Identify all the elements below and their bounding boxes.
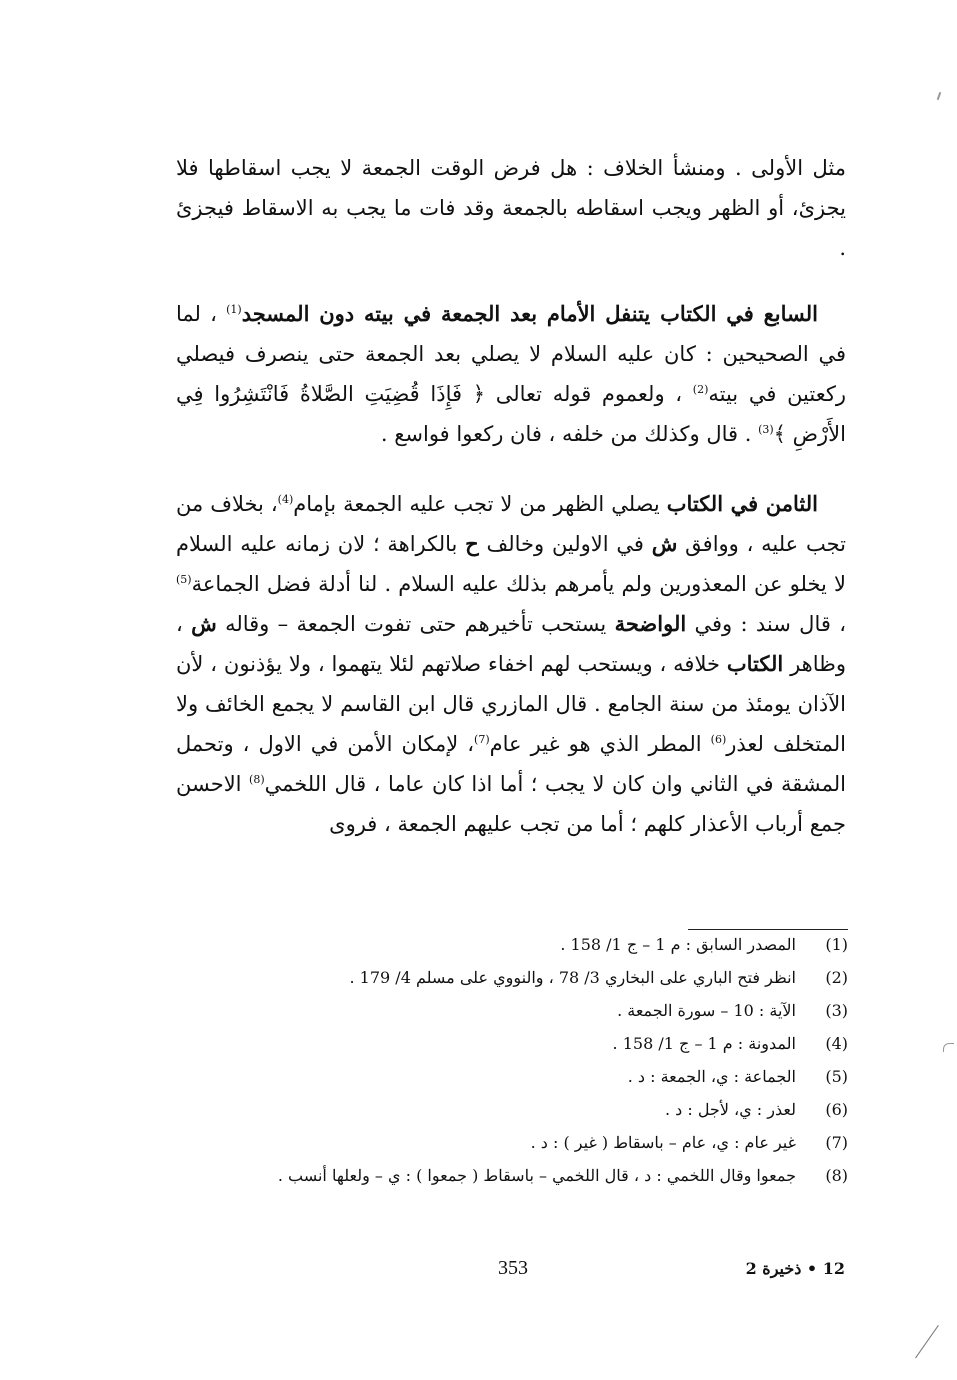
footnote-number: (3) <box>825 1001 848 1020</box>
page-number: 353 <box>498 1257 528 1279</box>
footnote-text: انظر فتح الباري على البخاري 3/ 78 ، والنووي على مسلم 4/ 179 . <box>349 968 796 987</box>
paragraph-continuation <box>176 148 846 268</box>
paragraph-text: ، قال سند : وفي <box>694 612 846 636</box>
book-title-kitab: الكتاب <box>726 651 784 676</box>
footnote-ref: (6) <box>710 733 727 746</box>
abbrev-shafii: ش <box>651 531 678 556</box>
footnote-text: المصدر السابق : م 1 – ج 1/ 158 . <box>560 935 796 954</box>
footnote-text: الآية : 10 – سورة الجمعة . <box>617 1001 796 1020</box>
footnote-ref: (3) <box>758 423 774 436</box>
paragraph-text: ، وظاهر <box>176 612 846 676</box>
paragraph-text: . قال وكذلك من خلفه ، فان ركعوا فواسع . <box>380 422 752 446</box>
paragraph-eighth <box>176 484 846 844</box>
footnote-item <box>176 1060 848 1093</box>
main-text <box>176 148 846 874</box>
section-heading-seventh: السابع في الكتاب يتنفل الأمام بعد الجمعة في بيته دون المسجد <box>241 301 819 326</box>
paragraph-text: يستحب تأخيرهم حتى تفوت الجمعة – وقاله <box>225 612 607 636</box>
footnote-number: (2) <box>825 968 848 987</box>
footnote-text: المدونة : م 1 – ج 1/ 158 . <box>612 1034 796 1053</box>
paragraph-text: الاحسن جمع أرباب الأعذار كلهم ؛ أما من تجب عليهم الجمعة ، فروى <box>176 772 846 836</box>
footnote-number: (5) <box>825 1067 848 1086</box>
footnote-item <box>176 1093 848 1126</box>
abbrev-shafii: ش <box>191 611 217 636</box>
paragraph-text: ، لما في الصحيحين : كان عليه السلام لا يصلي بعد الجمعة حتى ينصرف فيصلي ركعتين في بيته <box>176 302 847 406</box>
footnote-ref: (4) <box>277 493 294 506</box>
footnote-item <box>176 1126 848 1159</box>
paragraph-text: مثل الأولى . ومنشأ الخلاف : هل فرض الوقت الجمعة لا يجب اسقاطها فلا يجزئ، أو الظهر ويجب اسقاطه بالجمعة وقد فات ما يجب به الاسقاط فيجزئ . <box>176 156 846 260</box>
footnote-number: (4) <box>825 1034 848 1053</box>
scan-stroke <box>915 1325 939 1358</box>
footnote-number: (8) <box>825 1166 848 1185</box>
paragraph-seventh <box>176 294 846 454</box>
printer-signature: 12 • ذخيرة 2 <box>745 1259 845 1278</box>
footnote-number: (6) <box>825 1100 848 1119</box>
book-title-wadiha: الواضحة <box>614 611 687 636</box>
footnote-item <box>176 1027 848 1060</box>
scan-mark <box>943 1043 954 1052</box>
footnote-text: لعذر : ي، لأجل : د . <box>664 1100 796 1119</box>
footnote-ref: (5) <box>176 573 192 586</box>
footnote-ref: (8) <box>249 773 265 786</box>
footnotes <box>176 928 848 1192</box>
footnote-number: (1) <box>825 935 848 954</box>
paragraph-text: يصلي الظهر من لا تجب عليه الجمعة بإمام <box>293 492 660 516</box>
section-heading-eighth: الثامن في الكتاب <box>666 491 818 516</box>
paragraph-text: ، ولعموم قوله تعالى <box>495 382 683 406</box>
footnote-ref: (1) <box>226 303 242 316</box>
paragraph-text: في الاولين وخالف <box>486 532 644 556</box>
paragraph-text: ، بخلاف من تجب عليه ، ووافق <box>176 492 846 556</box>
footnote-text: جمعوا وقال اللخمي : د ، قال اللخمي – باسقاط ( جمعوا ) : ي – ولعلها أنسب . <box>277 1166 796 1185</box>
footnote-ref: (7) <box>474 733 490 746</box>
footnote-ref: (2) <box>692 383 709 396</box>
scan-speck <box>937 92 942 100</box>
footnote-text: الجماعة : ي، الجمعة : د . <box>627 1067 796 1086</box>
footnote-item <box>176 1159 848 1192</box>
footnote-number: (7) <box>825 1133 848 1152</box>
page-footer <box>0 1257 957 1287</box>
footnote-item <box>176 928 848 961</box>
paragraph-text: خلافه ، ويستحب لهم اخفاء صلاتهم لئلا يتهموا ، ولا يؤذنون ، لأن الآذان يومئذ من سنة الجامع . قال المازري قال ابن القاسم لا يجمع الخائف ولا المتخلف لعذر <box>176 652 846 756</box>
footnote-text: غير عام : ي، عام – باسقاط ( غير ) : د . <box>530 1133 796 1152</box>
paragraph-text: المطر الذي هو غير عام <box>489 732 702 756</box>
footnote-item <box>176 961 848 994</box>
paragraph-text: ، لإمكان الأمن في الاول ، وتحمل المشقة في الثاني وان كان لا يجب ؛ أما اذا كان عاما ، قال اللخمي <box>176 732 846 796</box>
abbrev-hanafi: ح <box>465 531 479 556</box>
footnote-item <box>176 994 848 1027</box>
quran-verse: ﴿ فَإِذَا قُضِيَتِ الصَّلاةُ فَانْتَشِرُوا فِي الأَرْضِ ﴾ <box>176 382 846 446</box>
paragraph-text: بالكراهة ؛ لان زمانه عليه السلام لا يخلو عن المعذورين ولم يأمرهم بذلك عليه السلام . لنا أدلة فضل الجماعة <box>176 532 846 596</box>
